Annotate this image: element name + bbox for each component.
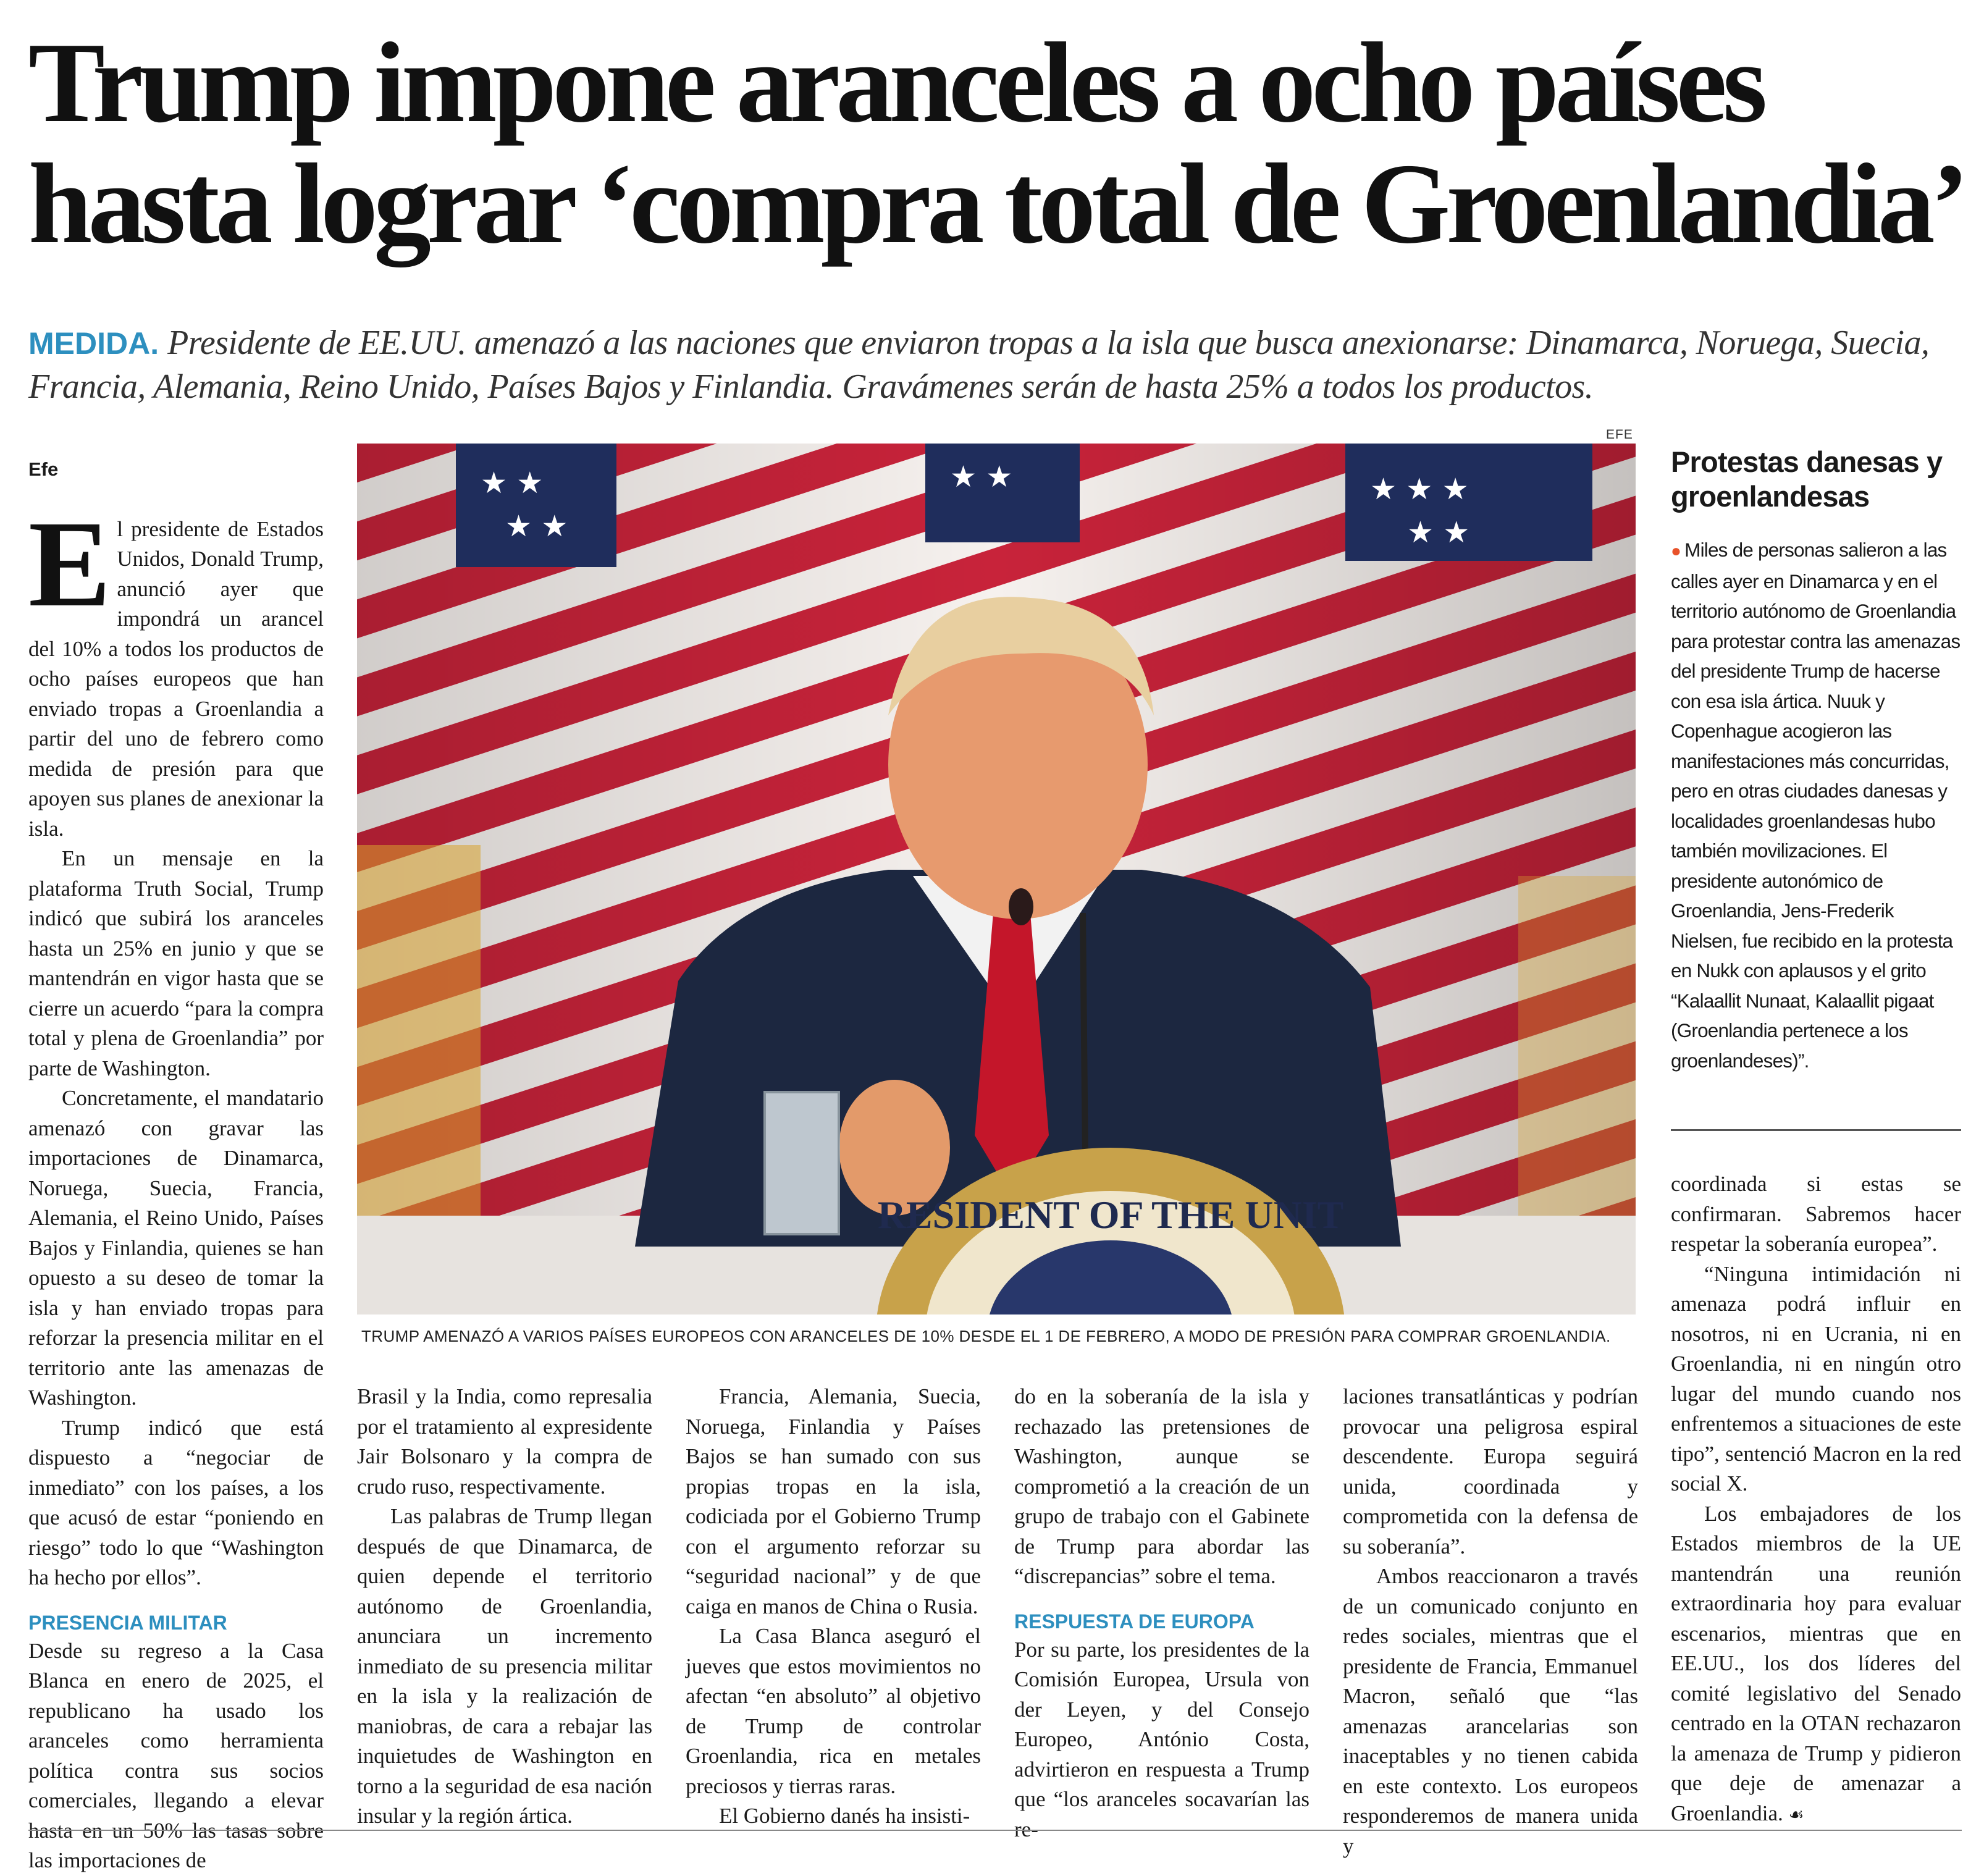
byline: Efe xyxy=(28,458,59,480)
col6-paragraph-2: “Ninguna intimidación ni amenaza podrá influir en nosotros, ni en Ucrania, ni en Groenlandia, ni en ningún otro lugar del mundo cuando nos enfrentemos a situaciones de este tipo”, sentenció Macron en la red social X. xyxy=(1671,1261,1961,1495)
bullet-icon: ● xyxy=(1671,541,1681,560)
article-photo xyxy=(357,444,1636,1314)
col1-paragraph-5: Desde su regreso a la Casa Blanca en enero de 2025, el republicano ha usado los aranceles como herramienta política contra sus socios comerciales, llegando a elevar hasta en un 50% las tasas sobre las importaciones de xyxy=(28,1638,324,1872)
end-mark-icon: ☙ xyxy=(1788,1804,1804,1825)
deck xyxy=(28,321,1956,408)
col4-paragraph-1: do en la soberanía de la isla y rechazado las pretensiones de Washington, aunque se comprometió a la creación de un grupo de trabajo con el Gabinete de Trump para abordar las “discrepancias” sobre el tema. xyxy=(1014,1384,1309,1588)
col3-paragraph-3: El Gobierno danés ha insisti- xyxy=(719,1804,970,1828)
svg-text:★ ★: ★ ★ xyxy=(481,466,544,500)
photo-credit: EFE xyxy=(1606,427,1633,442)
col1-paragraph-1 xyxy=(28,495,324,844)
svg-text:★ ★ ★: ★ ★ ★ xyxy=(1370,472,1469,507)
sidebar-text-block xyxy=(1671,535,1961,1075)
svg-text:★ ★: ★ ★ xyxy=(950,460,1013,494)
sidebar-protestas xyxy=(1671,445,1961,1075)
svg-text:★ ★: ★ ★ xyxy=(505,509,568,544)
sidebar-divider xyxy=(1671,1129,1961,1131)
sidebar-text: Miles de personas salieron a las calles ayer en Dinamarca y en el territorio autónomo de Groenlandia para protestar contra las amenazas del presidente Trump de hacerse con esa isla ártica. Nuuk y Copenhague acogieron las manifestaciones más concurridas, pero en otras ciudades danesas y localidades groenlandesas hubo también movilizaciones. El presidente autonómico de Groenlandia, Jens-Frederik Nielsen, fue recibido en la protesta en Nukk con aplausos y el grito “Kalaallit Nunaat, Kalaallit pigaat (Groenlandia pertenece a los groenlandeses)”. xyxy=(1671,539,1961,1072)
sidebar-title: Protestas danesas y groenlandesas xyxy=(1671,445,1943,513)
col1-paragraph-4: Trump indicó que está dispuesto a “negociar de inmediato” con los países, a los que acusó de estar “poniendo en riesgo” todo lo que “Washington ha hecho por ellos”. xyxy=(28,1415,324,1589)
bottom-divider xyxy=(28,1830,1962,1831)
col3-paragraph-2: La Casa Blanca aseguró el jueves que estos movimientos no afectan “en absoluto” al objetivo de Trump de controlar Groenlandia, rica en metales preciosos y tierras raras. xyxy=(686,1624,981,1798)
column-6 xyxy=(1671,1169,1961,1830)
column-1 xyxy=(28,455,324,1876)
col6-paragraph-3 xyxy=(1671,1499,1961,1830)
col5-paragraph-2: Ambos reaccionaron a través de un comunicado conjunto en redes sociales, mientras que el presidente de Francia, Emmanuel Macron, señaló que “las amenazas arancelarias son inaceptables y no tienen cabida en este contexto. Los europeos responderemos de manera unida y xyxy=(1343,1564,1638,1858)
subhead-presencia-militar: PRESENCIA MILITAR xyxy=(28,1611,227,1634)
column-2 xyxy=(357,1382,652,1832)
col2-paragraph-1: Brasil y la India, como represalia por el tratamiento al expresidente Jair Bolsonaro y la compra de crudo ruso, respectivamente. xyxy=(357,1384,652,1499)
deck-text: Presidente de EE.UU. amenazó a las naciones que enviaron tropas a la isla que busca anexionarse: Dinamarca, Noruega, Suecia, Francia, Alemania, Reino Unido, Países Bajos y Finlandia. Gravámenes serán de hasta 25% a todos los productos. xyxy=(28,324,1930,406)
col1-paragraph-1-text: l presidente de Estados Unidos, Donald Trump, anunció ayer que impondrá un arancel del 10% a todos los productos de ocho países europeos que han enviado tropas a Groenlandia a partir del uno de febrero como medida de presión para que apoyen sus planes de anexionar la isla. xyxy=(28,516,324,841)
col3-paragraph-1: Francia, Alemania, Suecia, Noruega, Finlandia y Países Bajos se han sumado con sus propias tropas en la isla, codiciada por el Gobierno Trump con el argumento reforzar su “seguridad nacional” y de que caiga en manos de China o Rusia. xyxy=(686,1384,981,1618)
headline-line-2: hasta lograr ‘compra total de Groenlandia’ xyxy=(28,140,1965,267)
photo-caption: TRUMP AMENAZÓ A VARIOS PAÍSES EUROPEOS CON ARANCELES DE 10% DESDE EL 1 DE FEBRERO, A MODO DE PRESIÓN PARA COMPRAR GROENLANDIA. xyxy=(361,1327,1611,1345)
column-3 xyxy=(686,1382,981,1832)
col6-paragraph-1: coordinada si estas se confirmaran. Sabremos hacer respetar la soberanía europea”. xyxy=(1671,1172,1961,1256)
headline xyxy=(28,19,1965,267)
dropcap: E xyxy=(28,495,111,633)
seal-text: RESIDENT OF THE UNIT xyxy=(877,1193,1344,1237)
col6-paragraph-3-text: Los embajadores de los Estados miembros de la UE mantendrán una reunión extraordinaria hoy para evaluar escenarios, mientras que en EE.UU., los dos líderes del comité legislativo del Senado centrado en la OTAN rechazaron la amenaza de Trump y pidieron que deje de amenazar a Groenlandia. xyxy=(1671,1501,1961,1825)
subhead-respuesta-de-europa: RESPUESTA DE EUROPA xyxy=(1014,1610,1255,1633)
col1-paragraph-3: Concretamente, el mandatario amenazó con gravar las importaciones de Dinamarca, Noruega, Suecia, Francia, Alemania, el Reino Unido, Países Bajos y Finlandia, quienes se han opuesto a su deseo de tomar la isla y han enviado tropas para reforzar la presencia militar en el territorio ante las amenazas de Washington. xyxy=(28,1086,324,1410)
column-5 xyxy=(1343,1382,1638,1861)
col4-paragraph-2: Por su parte, los presidentes de la Comisión Europea, Ursula von der Leyen, y del Consejo Europeo, António Costa, advirtieron en respuesta a Trump que “los aranceles socavarían las re- xyxy=(1014,1637,1309,1841)
photo-illustration xyxy=(357,444,1636,1314)
column-4 xyxy=(1014,1382,1309,1844)
deck-tag: MEDIDA. xyxy=(28,326,159,361)
col5-paragraph-1: laciones transatlánticas y podrían provocar una peligrosa espiral descendente. Europa seguirá unida, coordinada y comprometida con la defensa de su soberanía”. xyxy=(1343,1384,1638,1558)
svg-text:★ ★: ★ ★ xyxy=(1407,515,1470,550)
headline-line-1: Trump impone aranceles a ocho países xyxy=(28,19,1763,146)
col1-paragraph-2: En un mensaje en la plataforma Truth Social, Trump indicó que subirá los aranceles hasta un 25% en junio y que se mantendrán en vigor hasta que se cierre un acuerdo “para la compra total y plena de Groenlandia” por parte de Washington. xyxy=(28,846,324,1080)
col2-paragraph-2: Las palabras de Trump llegan después de que Dinamarca, de quien depende el territorio autónomo de Groenlandia, anunciara un incremento inmediato de su presencia militar en la isla y la realización de maniobras, de cara a rebajar las inquietudes de Washington en torno a la seguridad de esa nación insular y la región ártica. xyxy=(357,1504,652,1828)
